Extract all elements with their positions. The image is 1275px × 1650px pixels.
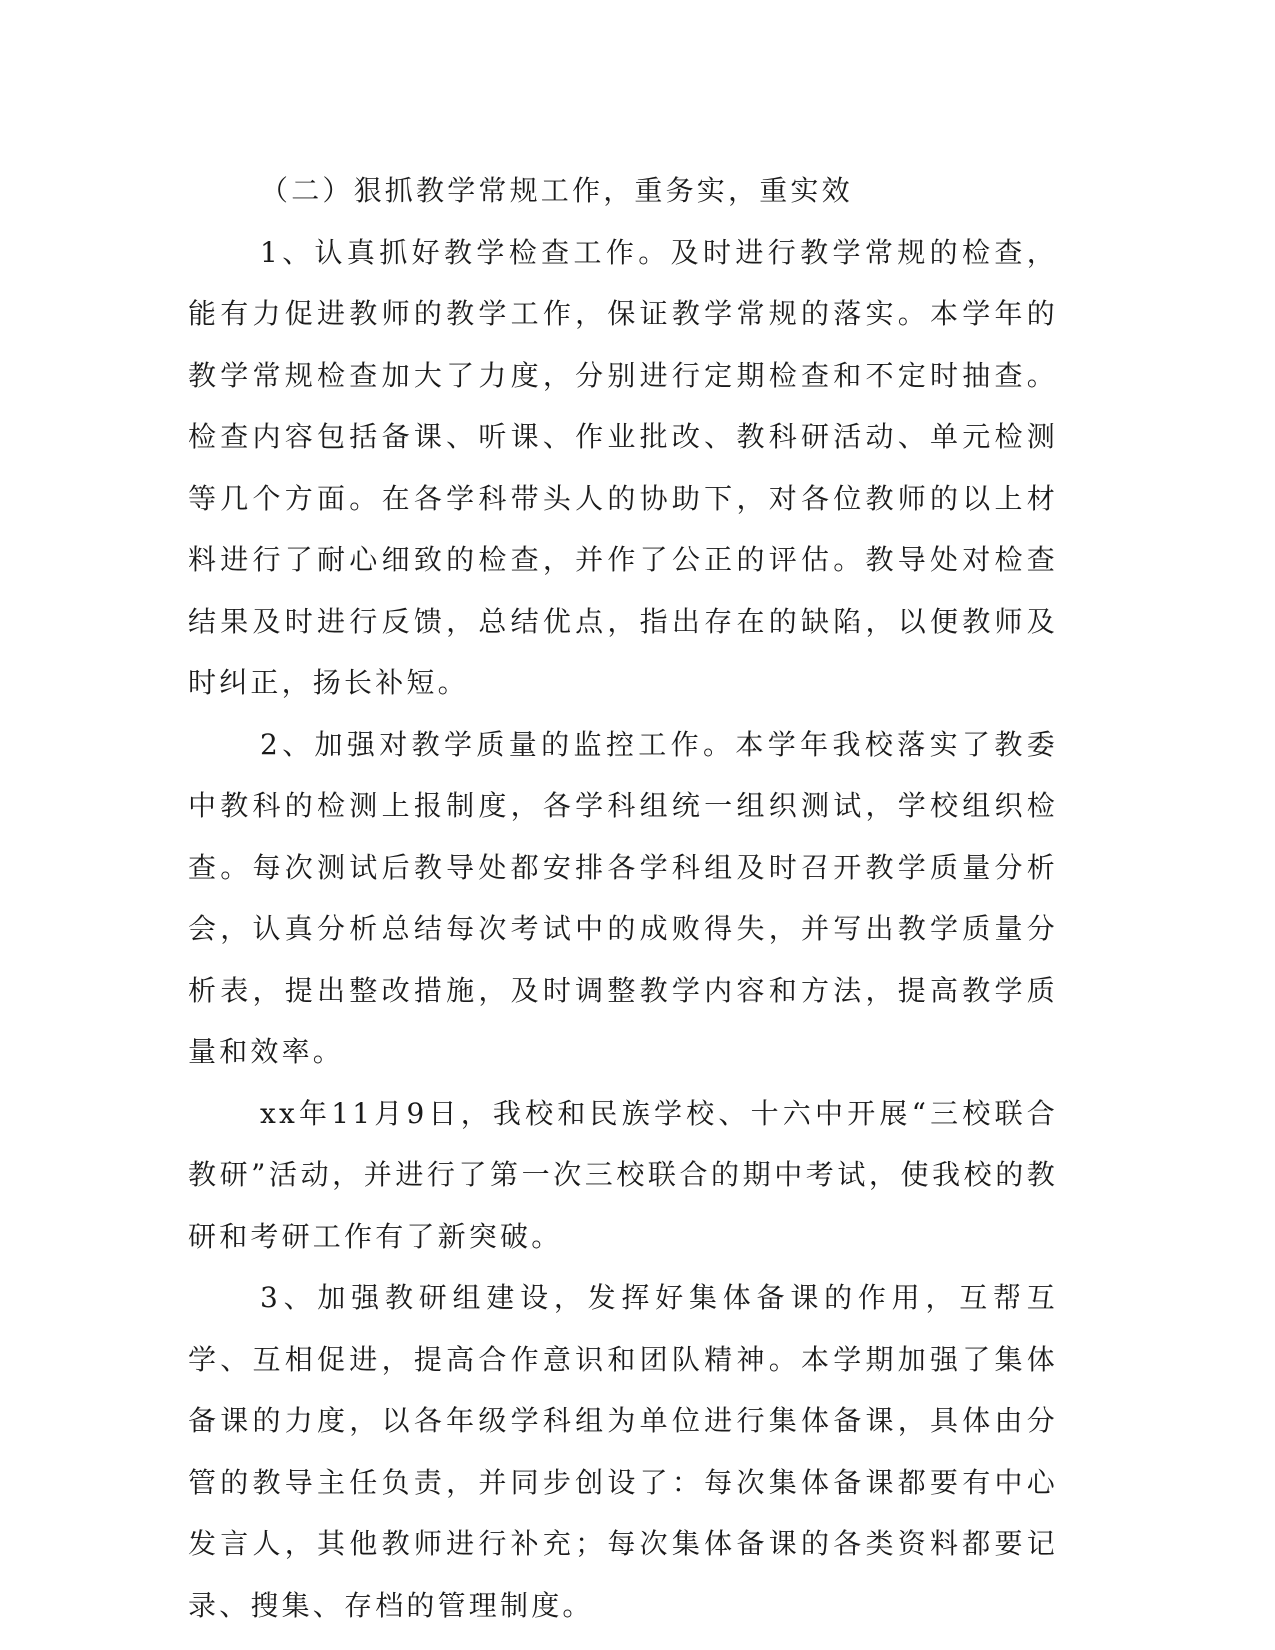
paragraph-teaching-inspection: 1、认真抓好教学检查工作。及时进行教学常规的检查，能有力促进教师的教学工作，保证教学常规的落实。本学年的教学常规检查加大了力度，分别进行定期检查和不定时抽查。检查内容包括备课、听课、作业批改、教科研活动、单元检测等几个方面。在各学科带头人的协助下，对各位教师的以上材料进行了耐心细致的检查，并作了公正的评估。教导处对检查结果及时进行反馈，总结优点，指出存在的缺陷，以便教师及时纠正，扬长补短。 bbox=[188, 235, 1058, 699]
paragraph-joint-research: xx年11月9日，我校和民族学校、十六中开展“三校联合教研”活动，并进行了第一次三校联合的期中考试，使我校的教研和考研工作有了新突破。 bbox=[188, 1096, 1058, 1253]
section-heading: （二）狠抓教学常规工作，重务实，重实效 bbox=[260, 174, 853, 207]
paragraph-group-lesson-prep: 3、加强教研组建设，发挥好集体备课的作用，互帮互学、互相促进，提高合作意识和团队精神。本学期加强了集体备课的力度，以各年级学科组为单位进行集体备课，具体由分管的教导主任负责，并同步创设了：每次集体备课都要有中心发言人，其他教师进行补充；每次集体备课的各类资料都要记录、搜集、存档的管理制度。 bbox=[188, 1281, 1058, 1622]
paragraph-quality-monitoring: 2、加强对教学质量的监控工作。本学年我校落实了教委中教科的检测上报制度，各学科组统一组织测试，学校组织检查。每次测试后教导处都安排各学科组及时召开教学质量分析会，认真分析总结每次考试中的成败得失，并写出教学质量分析表，提出整改措施，及时调整教学内容和方法，提高教学质量和效率。 bbox=[188, 727, 1058, 1068]
document-body bbox=[188, 160, 1058, 1636]
